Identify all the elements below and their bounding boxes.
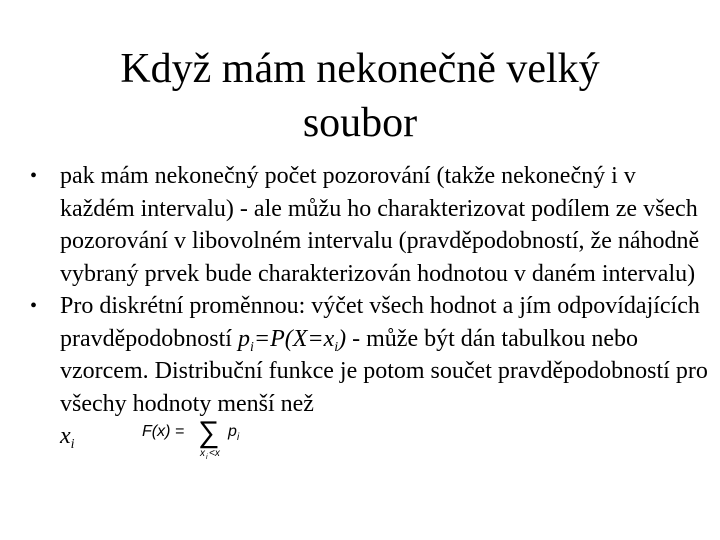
slide-title [60,42,660,150]
formula-limit-sub: i [206,454,208,461]
bullet-item-2 [28,290,708,460]
distribution-formula [142,418,262,478]
bullet-item-1 [28,160,708,290]
bullet-marker: • [30,295,38,317]
prob-close: ) [338,325,347,352]
formula-limit-rel: <x [209,448,220,459]
formula-summand: p [228,423,237,440]
bullet-1-text: pak mám nekonečný počet pozorování (takže nekonečný i v každém intervalu) - ale můžu ho charakterizovat podílem ze všech pozorování v libovolném intervalu (pravděpodobností, že náhodně vybraný prvek bude charakterizován hodnotou v daném intervalu) [60,163,700,287]
prob-x-sub: i [334,339,339,355]
bullet-marker: • [30,165,38,187]
title-line-1: Když mám nekonečně velký [120,46,600,92]
formula-sigma: ∑ [198,416,220,449]
title-line-2: soubor [302,100,418,146]
prob-eq: =P(X=x [253,325,335,352]
prob-p-sub: i [249,339,254,355]
prob-p: p [237,325,250,352]
xi-line [60,416,708,461]
formula-limit-x: x [200,448,205,459]
xi-symbol [60,420,75,453]
xi-x: x [60,423,71,449]
bullet-2-text-a: Pro diskrétní proměnnou: výčet všech hodnot a jím odpovídajících pravděpodobností [60,293,700,352]
formula-lhs: F(x) = [142,423,185,440]
bullet-list [28,160,708,460]
xi-sub: i [70,437,75,452]
formula-summand-sub: i [237,432,240,443]
bullet-2-text-b: - může být dán tabulkou nebo vzorcem. Distribuční funkce je potom součet pravděpodobností pro všechy hodnoty menší než [60,325,708,417]
formula-svg [142,418,262,478]
